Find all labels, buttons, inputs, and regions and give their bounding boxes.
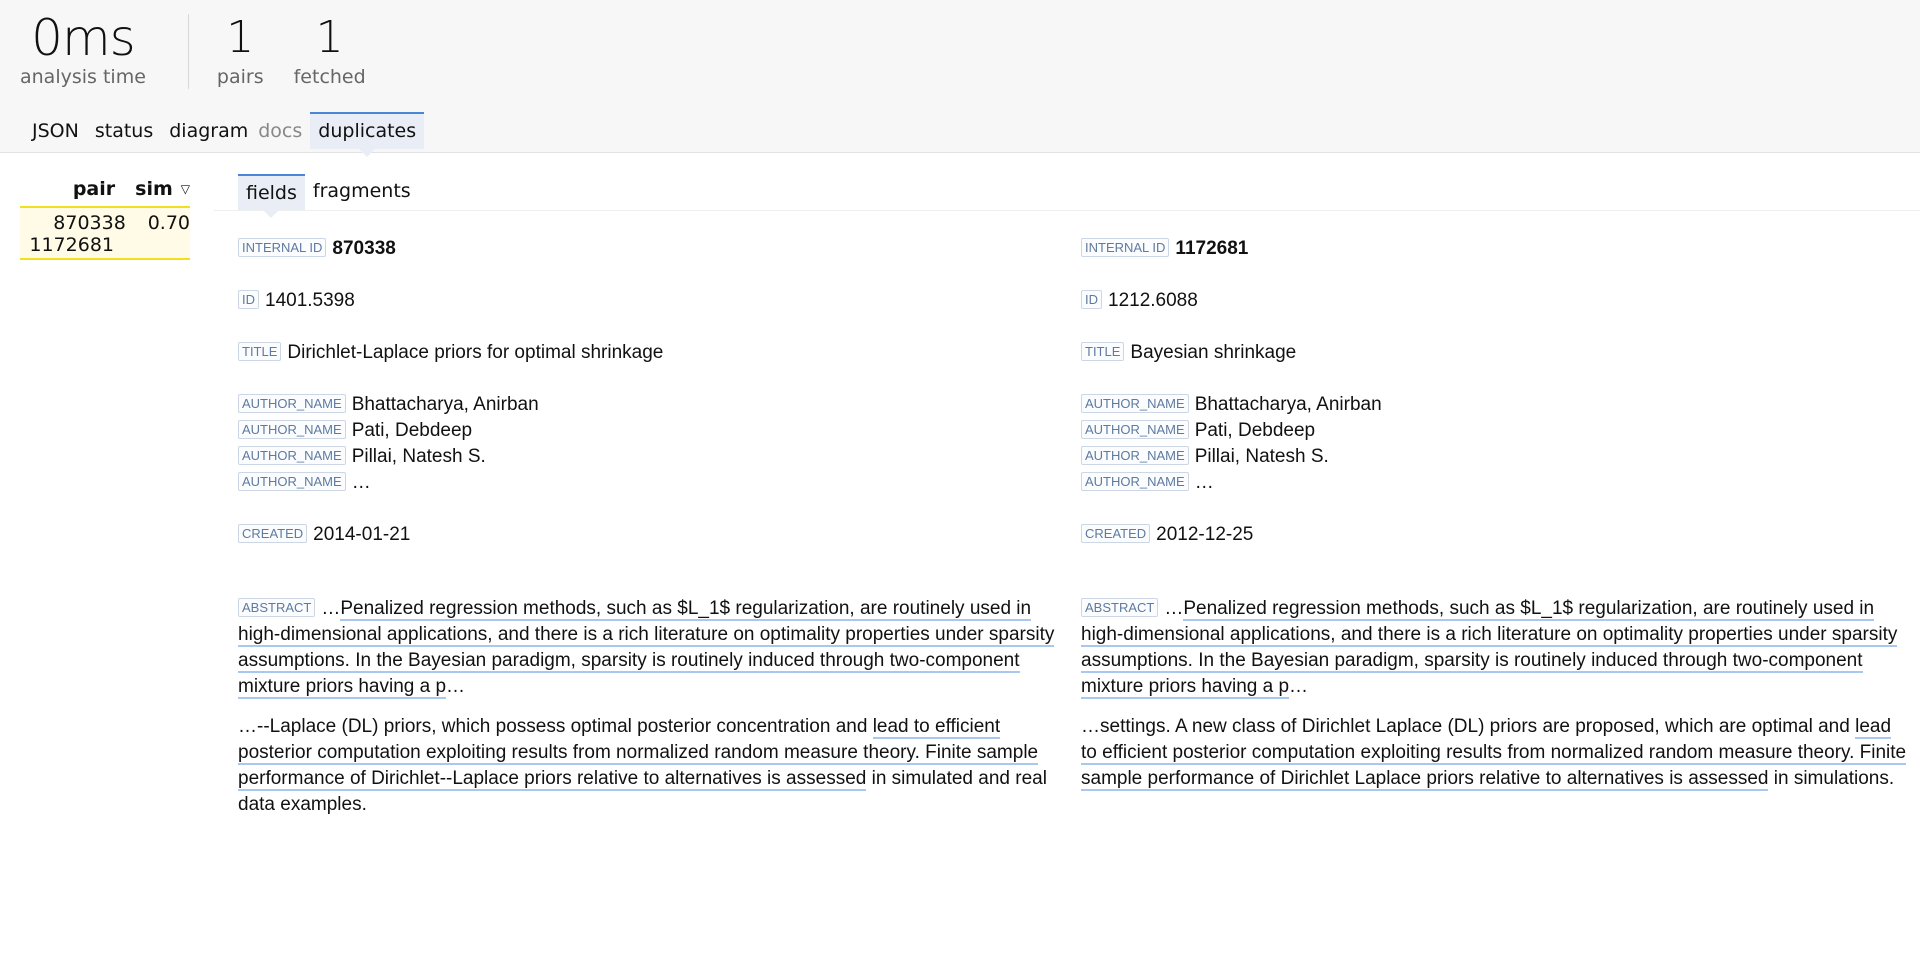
tab-duplicates[interactable]: duplicates	[310, 112, 424, 149]
pair-sim: 0.70	[147, 212, 190, 234]
analysis-time-label: analysis time	[20, 66, 146, 88]
author-label: AUTHOR_NAME	[238, 420, 346, 439]
id-value: 1401.5398	[265, 290, 355, 311]
stats-panel	[20, 8, 366, 89]
main-tabs	[24, 112, 424, 149]
fetched-value: 1	[315, 12, 344, 63]
pair-id-b: 1172681	[29, 234, 114, 256]
fetched-stat	[294, 8, 366, 88]
abstract-text: in simulated and real data examples.	[238, 768, 1047, 815]
tab-diagram[interactable]: diagram	[169, 120, 249, 142]
sim-header-label: sim	[135, 178, 173, 200]
abstract-highlight: Penalized regression methods, such as $L_1$ regularization, are routinely used in high-dimensional applications, and there is a rich literature on optimality properties under sparsity assumptions. In the Bayesian paradigm, sparsity is routinely induced through two-component mixture priors having a p	[238, 598, 1055, 697]
internal-id-label: INTERNAL ID	[238, 238, 326, 257]
pairs-value: 1	[226, 12, 255, 63]
title-value: Dirichlet-Laplace priors for optimal shrinkage	[287, 342, 664, 363]
pairs-stat	[217, 8, 264, 88]
id-label: ID	[238, 290, 259, 309]
tab-fragments[interactable]: fragments	[312, 180, 411, 202]
tab-docs[interactable]: docs	[258, 120, 303, 142]
abstract-text: …--Laplace (DL) priors, which possess optimal posterior concentration and	[238, 716, 873, 737]
abstract	[238, 596, 1068, 818]
abstract-text: …	[1164, 598, 1184, 619]
analysis-time-stat	[20, 8, 146, 88]
top-bar	[0, 0, 1920, 153]
abstract-text: …	[1289, 676, 1309, 697]
abstract-text: …	[321, 598, 341, 619]
stats-divider	[188, 14, 189, 89]
pair-id-a: 870338	[53, 212, 126, 234]
internal-id-value: 870338	[332, 238, 396, 259]
authors-list	[238, 392, 1068, 496]
authors-list	[1081, 392, 1911, 496]
pair-column-header[interactable]: pair	[72, 178, 116, 200]
left-document	[238, 236, 1068, 832]
created-label: CREATED	[238, 524, 307, 543]
tab-fields[interactable]: fields	[238, 174, 305, 210]
abstract-text: …	[446, 676, 466, 697]
abstract-highlight: lead to efficient posterior computation exploiting results from normalized random measure theory. Finite sample performance of Dirichlet--Laplace priors relative to alternatives is assessed	[238, 716, 1039, 789]
author-value: Pati, Debdeep	[1194, 420, 1316, 441]
author-label: AUTHOR_NAME	[1081, 394, 1189, 413]
pair-detail	[214, 174, 1920, 815]
table-row[interactable]	[20, 208, 190, 260]
author-value: Pati, Debdeep	[351, 420, 473, 441]
id-label: ID	[1081, 290, 1102, 309]
author-label: AUTHOR_NAME	[238, 446, 346, 465]
author-value: …	[351, 472, 371, 493]
abstract-label: ABSTRACT	[1081, 598, 1158, 617]
author-value: Bhattacharya, Anirban	[351, 394, 539, 415]
abstract-fragment-2	[1081, 714, 1911, 792]
abstract-text: …settings. A new class of Dirichlet Laplace (DL) priors are proposed, which are optimal and	[1081, 716, 1856, 737]
detail-tabs	[214, 174, 1920, 211]
title-value: Bayesian shrinkage	[1130, 342, 1297, 363]
author-label: AUTHOR_NAME	[1081, 420, 1189, 439]
author-value: Bhattacharya, Anirban	[1194, 394, 1382, 415]
sim-column-header[interactable]	[135, 178, 190, 200]
title-label: TITLE	[238, 342, 281, 361]
abstract-fragment-1	[1081, 596, 1911, 700]
title-label: TITLE	[1081, 342, 1124, 361]
abstract	[1081, 596, 1911, 792]
created-value: 2014-01-21	[313, 524, 411, 545]
id-value: 1212.6088	[1108, 290, 1198, 311]
sort-desc-icon: ▽	[180, 182, 190, 196]
tab-json[interactable]: JSON	[32, 120, 79, 142]
abstract-fragment-2	[238, 714, 1068, 818]
author-label: AUTHOR_NAME	[1081, 472, 1189, 491]
author-label: AUTHOR_NAME	[238, 472, 346, 491]
author-label: AUTHOR_NAME	[238, 394, 346, 413]
analysis-time-value: 0ms	[31, 9, 135, 67]
fetched-label: fetched	[293, 66, 366, 88]
right-document	[1081, 236, 1911, 806]
internal-id-value: 1172681	[1175, 238, 1249, 259]
created-value: 2012-12-25	[1156, 524, 1254, 545]
author-value: Pillai, Natesh S.	[351, 446, 486, 467]
abstract-highlight: lead to efficient posterior computation exploiting results from normalized random measure theory. Finite sample performance of Dirichlet Laplace priors relative to alternatives is assessed	[1081, 716, 1907, 789]
pairs-table-header	[20, 178, 190, 208]
pairs-table	[20, 178, 190, 260]
author-value: …	[1194, 472, 1214, 493]
pairs-label: pairs	[216, 66, 264, 88]
abstract-label: ABSTRACT	[238, 598, 315, 617]
internal-id-label: INTERNAL ID	[1081, 238, 1169, 257]
abstract-text: in simulations.	[1768, 768, 1895, 789]
created-label: CREATED	[1081, 524, 1150, 543]
abstract-fragment-1	[238, 596, 1068, 700]
author-value: Pillai, Natesh S.	[1194, 446, 1329, 467]
author-label: AUTHOR_NAME	[1081, 446, 1189, 465]
tab-status[interactable]: status	[94, 120, 154, 142]
abstract-highlight: Penalized regression methods, such as $L_1$ regularization, are routinely used in high-dimensional applications, and there is a rich literature on optimality properties under sparsity assumptions. In the Bayesian paradigm, sparsity is routinely induced through two-component mixture priors having a p	[1081, 598, 1898, 697]
